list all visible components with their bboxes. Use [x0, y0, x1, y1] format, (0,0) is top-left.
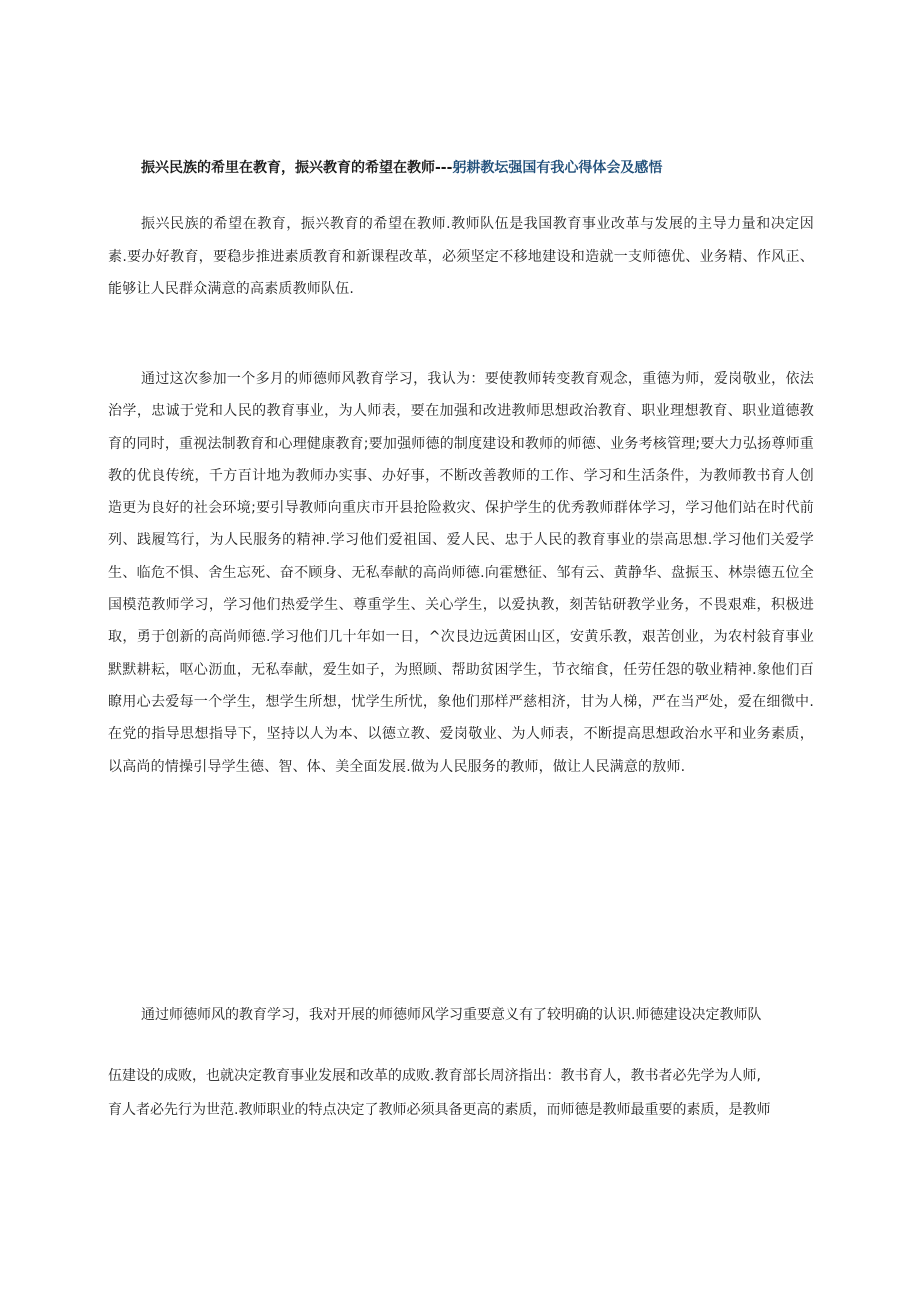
paragraph-3-line-2: 伍建设的成败，也就决定教育事业发展和改革的成败.教育部长周济指出：教书育人，教书者必先学为人师, — [108, 1068, 761, 1084]
paragraph-1: 振兴民族的希望在教育，振兴教育的希望在教师.教师队伍是我国教育事业改革与发展的主导力量和决定因素.要办好教育，要稳步推进素质教育和新课程改革，必须坚定不移地建设和造就一支师德优、业务精、作风正、能够让人民群众满意的高素质教师队伍. — [108, 216, 814, 297]
paragraph-3-continued — [108, 1059, 798, 1127]
title-subtitle: 躬耕教坛强国有我心得体会及感悟 — [452, 160, 663, 176]
document-title — [141, 158, 662, 178]
paragraph-2: 通过这次参加一个多月的师德师风教育学习，我认为：要使教师转变教育观念，重德为师，爱岗敬业，依法治学，忠诚于党和人民的教育事业，为人师表，要在加强和改进教师思想政治教育、职业理想教育、职业道德教育的同时，重视法制教育和心理健康教育;要加强师德的制度建设和教师的师德、业务考核管理;要大力弘扬尊师重教的优良传统，千方百计地为教师办实事、办好事，不断改善教师的工作、学习和生活条件，为教师教书育人创造更为良好的社会环境;要引导教师向重庆市开县抢险救灾、保护学生的优秀教师群体学习，学习他们站在时代前列、践履笃行，为人民服务的精神.学习他们爱祖国、爱人民、忠于人民的教育事业的崇高思想.学习他们关爱学生、临危不惧、舍生忘死、奋不顾身、无私奉献的高尚师德.向霍懋征、邹有云、黄静华、盘振玉、林崇德五位全国模范教师学习，学习他们热爱学生、尊重学生、关心学生，以爱执教，刻苦钻研教学业务，不畏艰难，积极进取，勇于创新的高尚师德.学习他们几十年如一日，^次艮边远黄困山区，安黄乐教，艰苦创业，为农村敍育事业默默耕耘，呕心沥血，无私奉献，爱生如子，为照顾、帮助贫困学生，节衣缩食，任劳任怨的敬业精神.象他们百瞭用心去爱每一个学生，想学生所想，忧学生所忧，象他们那样严慈相济，甘为人梯，严在当严处，爱在细微中.在党的指导思想指导下，坚持以人为本、以德立教、爱岗敬业、为人师表，不断提高思想政治水平和业务素质，以高尚的情操引导学生德、智、体、美全面发展.做为人民服务的教师，做让人民满意的敖师. — [108, 371, 814, 775]
title-main: 振兴民族的希里在教育，振兴教育的希望在教师 — [141, 160, 435, 176]
paragraph-3-line-3: 育人者必先行为世范.教师职业的特点决定了教师必须具备更高的素质，而师德是教师最重要的素质，是教师 — [108, 1102, 771, 1118]
title-separator: --- — [435, 160, 453, 176]
paragraph-3-line-1: 通过师德师风的教育学习，我对开展的师德师风学习重要意义有了较明确的认识.师德建设决定教师队 — [141, 1007, 762, 1023]
